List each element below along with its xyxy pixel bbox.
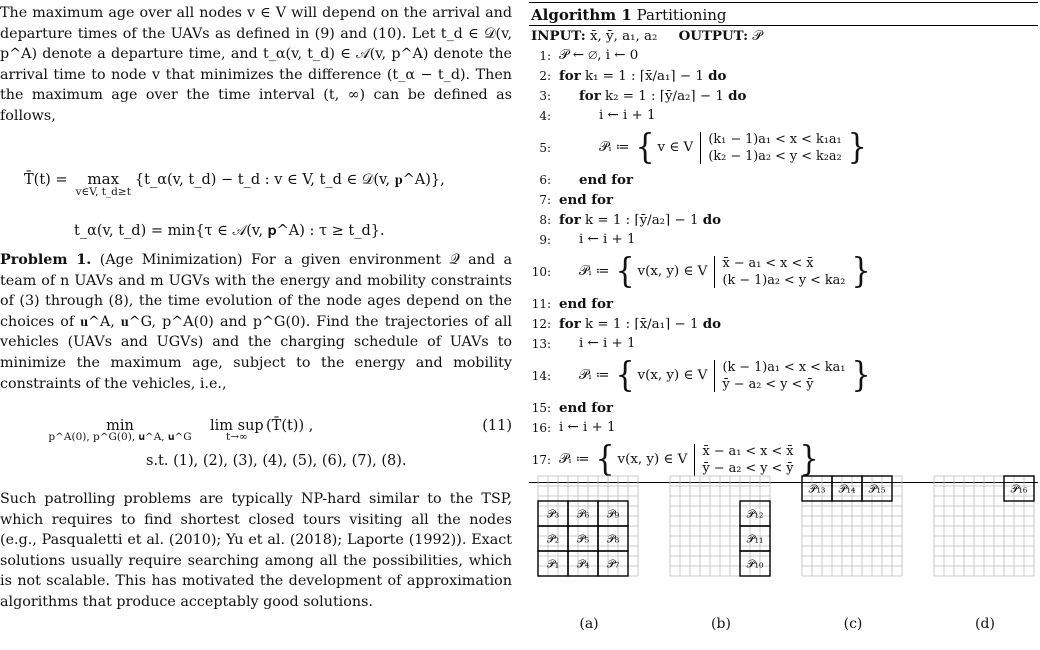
keyword-do: do	[708, 68, 727, 84]
problem-text: (Age Minimization) For a given environment 𝒬 and a team of n UAVs and m UGVs with the energy and mobility constraints of (3) through (8), the time evolution of the node ages depend on the choices of 𝐮^A, 𝐮^G, p^A(0) and p^G(0). Find the trajectories of all vehicles (UAVs and UGVs) and the charging schedule of UAVs to minimize the maximum age, subject to the energy and mobility constraints of the vehicles, i.e.,	[0, 252, 513, 392]
panel-c-grid	[798, 470, 908, 610]
right-brace: }	[847, 127, 867, 168]
algorithm-line	[529, 190, 1038, 210]
caption-c: (c)	[843, 616, 863, 632]
set-lhs: 𝒫ᵢ ≔	[599, 140, 630, 155]
output-values: 𝒫	[752, 29, 763, 44]
partition-label: 𝒫₁₁	[746, 532, 764, 546]
set-lhs: 𝒫ᵢ ≔	[579, 264, 610, 279]
partition-label: 𝒫₉	[606, 507, 620, 521]
condition-x: (k − 1)a₁ < x < ka₁	[722, 360, 846, 375]
statement: k = 1 : ⌈x̄/a₁⌉ − 1	[580, 317, 703, 332]
line-code	[559, 46, 638, 66]
eq3-constraints: s.t. (1), (2), (3), (4), (5), (6), (7), (8).	[146, 453, 407, 469]
set-bar	[714, 360, 715, 392]
keyword-do: do	[728, 88, 747, 104]
panel-c	[798, 470, 908, 610]
set-conditions	[722, 255, 845, 289]
line-number: 12:	[531, 317, 551, 331]
algorithm-line	[529, 170, 1038, 190]
line-code	[599, 126, 867, 170]
algorithm-line	[529, 66, 1038, 86]
input-values: x̄, ȳ, a₁, a₂	[589, 29, 658, 44]
caption-b: (b)	[711, 616, 731, 632]
left-brace: {	[615, 355, 635, 396]
panel-a-grid	[534, 470, 644, 610]
keyword: end for	[559, 296, 614, 312]
line-number: 5:	[539, 141, 551, 155]
equation-max-age	[24, 170, 512, 198]
algorithm-line	[529, 250, 1038, 294]
keyword: for	[559, 68, 581, 84]
caption-d: (d)	[975, 616, 995, 632]
line-number: 4:	[539, 109, 551, 123]
line-number: 2:	[539, 69, 551, 83]
panel-b-grid	[666, 470, 776, 610]
eq3-min-operator	[40, 418, 200, 444]
line-code	[579, 86, 746, 107]
left-brace: {	[595, 439, 615, 480]
line-number: 7:	[539, 193, 551, 207]
set-element: v(x, y) ∈ V	[617, 452, 688, 467]
algorithm-line	[529, 230, 1038, 250]
eq3-limsup: lim sup	[210, 418, 264, 434]
eq1-lhs: T̄(t) =	[24, 172, 68, 188]
caption-a: (a)	[579, 616, 599, 632]
line-code	[559, 190, 613, 211]
algorithm-line	[529, 294, 1038, 314]
line-number: 17:	[531, 453, 551, 467]
keyword: for	[559, 212, 581, 228]
keyword-do: do	[702, 212, 722, 228]
eq3-limsup-subscript: t→∞	[225, 431, 248, 443]
algorithm-line	[529, 398, 1038, 418]
line-code	[559, 418, 616, 438]
condition-y: (k − 1)a₂ < y < ka₂	[722, 273, 846, 288]
paragraph-max-age: The maximum age over all nodes v ∈ V will depend on the arrival and departure times of the UAVs as defined in (9) and (10). Let t_d ∈ 𝒟(v, p^A) denote a departure time, and t_α(v, t_d) ∈ 𝒜(v, p^A) denote the arrival time to node v that minimizes the difference (t_α − t_d). Then the maximum age over the time interval (t, ∞) can be defined as follows,	[0, 5, 512, 124]
partition-label: 𝒫₂	[546, 532, 560, 546]
set-conditions	[722, 359, 845, 393]
line-number: 15:	[531, 401, 551, 415]
partition-label: 𝒫₆	[576, 507, 590, 521]
line-code	[579, 230, 636, 250]
set-conditions	[708, 131, 841, 165]
line-number: 16:	[531, 421, 551, 435]
partition-label: 𝒫₁	[546, 557, 560, 571]
algorithm-line	[529, 210, 1038, 230]
panel-d-grid	[930, 470, 1040, 610]
eq3-min-subscript: p^A(0), p^G(0), 𝐮^A, 𝐮^G	[48, 431, 192, 443]
eq3-min: min	[106, 418, 134, 434]
line-number: 3:	[539, 89, 551, 103]
left-brace: {	[635, 127, 655, 168]
condition-y: (k₂ − 1)a₂ < y < k₂a₂	[708, 149, 842, 164]
partition-label: 𝒫₁₄	[838, 482, 856, 496]
algorithm-line	[529, 126, 1038, 170]
partition-label: 𝒫₃	[546, 507, 560, 521]
algorithm-line	[529, 354, 1038, 398]
condition-x: x̄ − a₁ < x < x̄	[702, 444, 794, 459]
partition-label: 𝒫₁₂	[746, 507, 764, 521]
line-code	[579, 354, 871, 398]
set-bar	[714, 256, 715, 288]
set-bar	[700, 132, 701, 164]
statement: i ← i + 1	[579, 232, 636, 247]
algorithm-io	[529, 26, 1038, 46]
keyword: for	[579, 88, 601, 104]
condition-y: ȳ − a₂ < y < ȳ	[722, 377, 814, 392]
statement: i ← i + 1	[599, 108, 656, 123]
eq1-max-operator	[76, 170, 131, 198]
algorithm-box	[529, 2, 1038, 483]
keyword: end for	[559, 192, 614, 208]
statement: k = 1 : ⌈ȳ/a₂⌉ − 1	[580, 213, 703, 228]
statement: k₂ = 1 : ⌈ȳ/a₂⌉ − 1	[600, 89, 729, 104]
eq3-body: (T̄(t)) ,	[266, 418, 314, 434]
partition-label: 𝒫₁₃	[808, 482, 826, 496]
keyword: end for	[559, 400, 614, 416]
partition-label: 𝒫₈	[606, 532, 620, 546]
eq1-body: {t_α(v, t_d) − t_d : v ∈ V, t_d ∈ 𝒟(v, 𝐩^A)},	[134, 172, 445, 188]
eq3-limsup-operator	[210, 418, 264, 443]
line-number: 6:	[539, 173, 551, 187]
equation-optimization	[0, 418, 512, 469]
statement: 𝒫 ← ∅, i ← 0	[559, 48, 639, 63]
algorithm-title	[529, 3, 1038, 25]
condition-y: ȳ − a₂ < y < ȳ	[702, 461, 794, 476]
line-code	[559, 314, 721, 335]
right-brace: }	[851, 355, 871, 396]
keyword: for	[559, 316, 581, 332]
line-number: 14:	[531, 369, 551, 383]
algorithm-line	[529, 418, 1038, 438]
line-code	[559, 398, 613, 419]
partition-label: 𝒫₅	[576, 532, 590, 546]
panel-b	[666, 470, 776, 610]
line-code	[559, 66, 726, 87]
line-code	[559, 210, 721, 231]
algorithm-line	[529, 334, 1038, 354]
algorithm-number: Algorithm 1	[531, 6, 632, 24]
algorithm-line	[529, 86, 1038, 106]
algorithm-line	[529, 106, 1038, 126]
partition-figure	[534, 470, 1040, 650]
panel-a	[534, 470, 644, 610]
right-brace: }	[799, 439, 819, 480]
input-label: INPUT:	[531, 28, 586, 44]
line-number: 8:	[539, 213, 551, 227]
partition-label: 𝒫₄	[576, 557, 590, 571]
line-number: 9:	[539, 233, 551, 247]
line-number: 11:	[531, 297, 551, 311]
partition-label: 𝒫₁₆	[1010, 482, 1028, 496]
set-element: v(x, y) ∈ V	[637, 368, 708, 383]
left-brace: {	[615, 251, 635, 292]
set-lhs: 𝒫ᵢ ≔	[559, 452, 590, 467]
problem-label: Problem 1.	[0, 252, 92, 268]
set-element: v ∈ V	[657, 140, 694, 155]
eq1-max-subscript: v∈V, t_d≥t	[75, 186, 131, 198]
statement: i ← i + 1	[559, 420, 616, 435]
line-number: 13:	[531, 337, 551, 351]
partition-label: 𝒫₁₅	[868, 482, 886, 496]
right-brace: }	[851, 251, 871, 292]
line-code	[579, 250, 871, 294]
equation-arrival-time: t_α(v, t_d) = min{τ ∈ 𝒜(v, 𝐩^A) : τ ≥ t_d}.	[74, 223, 385, 239]
partition-label: 𝒫₁₀	[746, 557, 764, 571]
line-number: 1:	[539, 49, 551, 63]
line-code	[579, 170, 633, 191]
output-label: OUTPUT:	[678, 28, 749, 44]
statement: k₁ = 1 : ⌈x̄/a₁⌉ − 1	[580, 69, 709, 84]
condition-x: (k₁ − 1)a₁ < x < k₁a₁	[708, 132, 842, 147]
algorithm-line	[529, 46, 1038, 66]
algorithm-name: Partitioning	[636, 6, 727, 24]
set-element: v(x, y) ∈ V	[637, 264, 708, 279]
keyword: end for	[579, 172, 634, 188]
keyword-do: do	[702, 316, 722, 332]
algorithm-lines	[529, 46, 1038, 482]
panel-d	[930, 470, 1040, 610]
equation-number: (11)	[482, 418, 512, 434]
line-code	[599, 106, 656, 126]
set-lhs: 𝒫ᵢ ≔	[579, 368, 610, 383]
statement: i ← i + 1	[579, 336, 636, 351]
line-number: 10:	[531, 265, 551, 279]
line-code	[559, 294, 613, 315]
paragraph-np-hard: Such patrolling problems are typically NP-hard similar to the TSP, which requires to find shortest closed tours visiting all the nodes (e.g., Pasqualetti et al. (2010); Yu et al. (2018); Laporte (1992)). Exact solutions usually require searching among all the possibilities, which is not scalable. This has motivated the development of approximation algorithms that produce acceptably good solutions.	[0, 491, 512, 610]
line-code	[579, 334, 636, 354]
condition-x: x̄ − a₁ < x < x̄	[722, 256, 814, 271]
algorithm-line	[529, 314, 1038, 334]
partition-label: 𝒫₇	[606, 557, 620, 571]
eq1-max: max	[87, 170, 120, 188]
problem-statement	[0, 250, 512, 394]
